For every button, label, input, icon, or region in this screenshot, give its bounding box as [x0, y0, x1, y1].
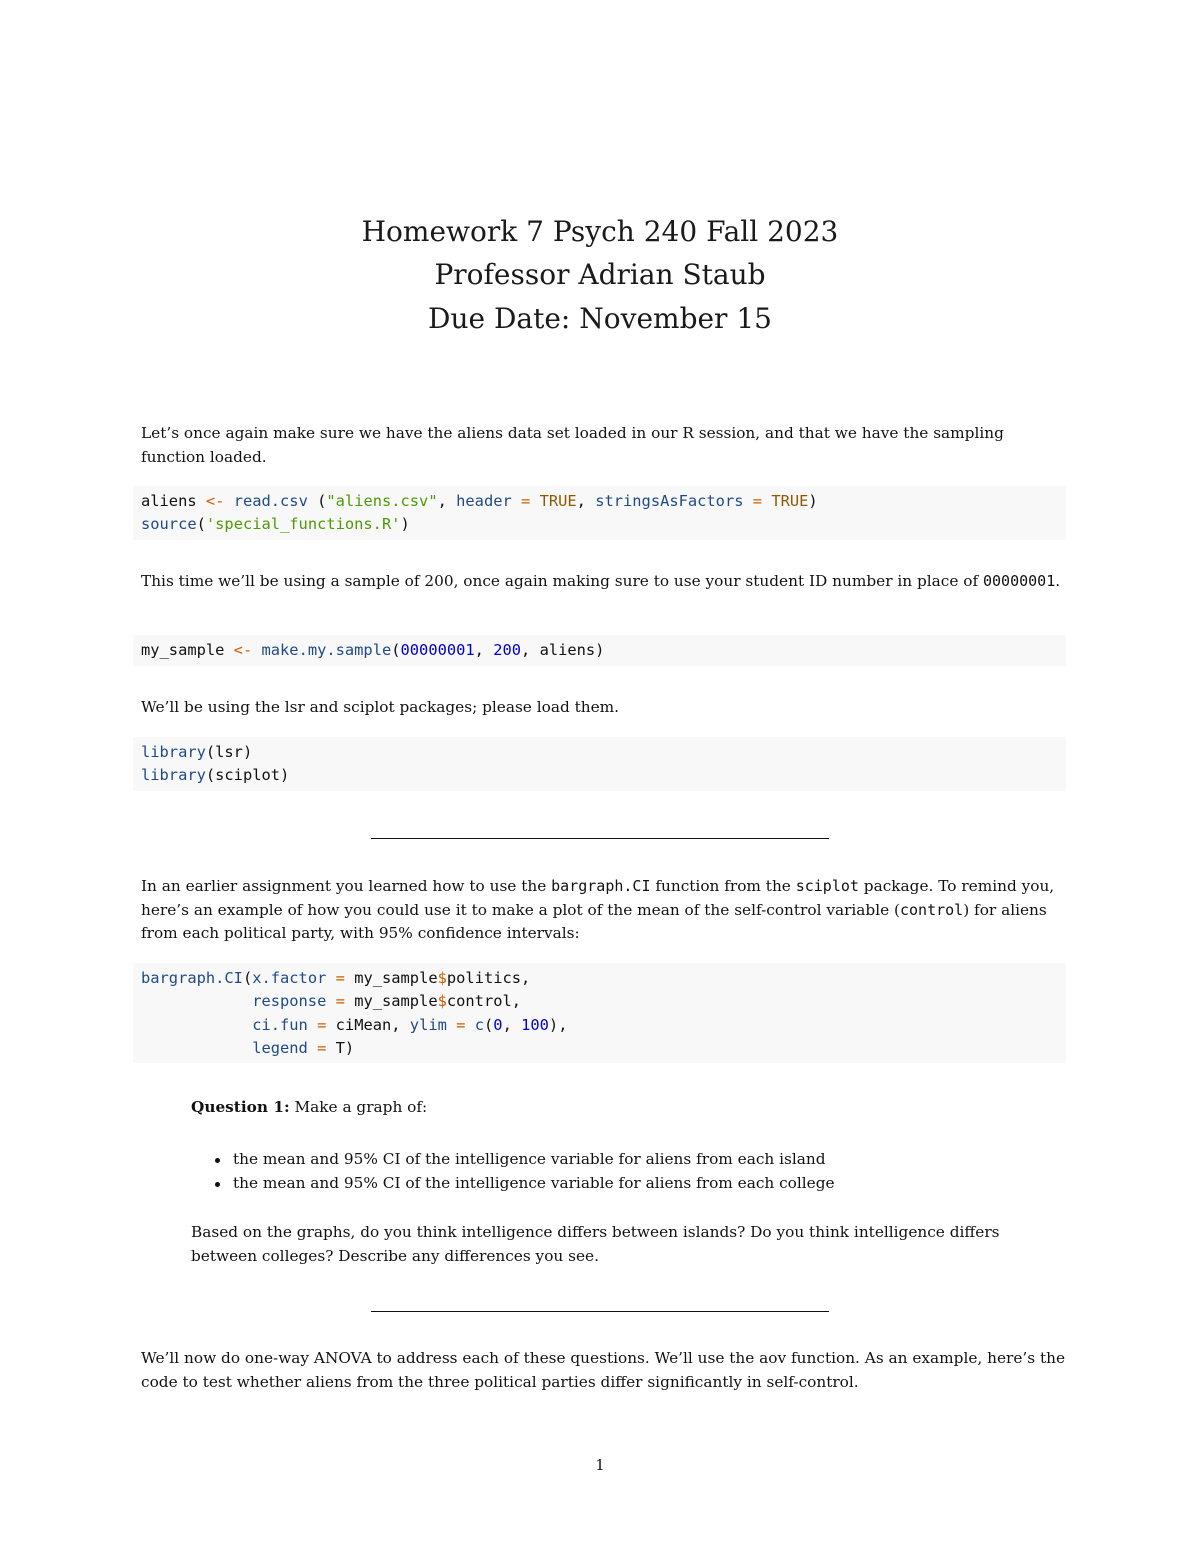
code-token: ( [391, 641, 401, 659]
code-token: ), [548, 1015, 568, 1034]
code-token: 0 [493, 1015, 503, 1034]
paragraph-text: ) for aliens from each political party, with 95% confidence intervals: [141, 900, 1047, 942]
code-token: ylim [409, 1015, 447, 1034]
code-token: = [335, 992, 345, 1011]
question-1 [191, 1096, 1066, 1120]
code-token: c [474, 1015, 484, 1034]
paragraph-text: package. To remind you, here’s an example of how you could use it to make a plot of the mean of the self-control variable ( [141, 877, 1055, 919]
code-line [141, 1016, 567, 1034]
code-token: = [317, 1015, 327, 1034]
code-token [512, 492, 521, 510]
code-token: make.my.sample [261, 641, 392, 659]
code-token: , [502, 1015, 522, 1034]
code-token: ciMean, [335, 1015, 410, 1034]
code-token: ( [242, 969, 253, 987]
code-token: politics, [446, 969, 531, 987]
paragraph-text: In an earlier assignment you learned how to use the [141, 877, 552, 895]
question-label: Question 1: [191, 1098, 290, 1116]
page-number: 1 [595, 1456, 605, 1474]
code-token: my_sample [354, 969, 438, 987]
code-line [141, 743, 252, 761]
code-token [743, 492, 752, 510]
list-item: the mean and 95% CI of the intelligence variable for aliens from each island [212, 1148, 1062, 1172]
code-token [326, 1039, 335, 1057]
code-token: ci.fun [252, 1015, 308, 1034]
code-token: my_sample [354, 992, 438, 1011]
code-token: my_sample [141, 641, 234, 659]
code-token: ) [400, 515, 410, 534]
code-token: ( [196, 515, 206, 534]
code-token [447, 1016, 456, 1034]
code-token: library [141, 766, 206, 785]
title-line-3: Due Date: November 15 [428, 302, 772, 335]
title-line-2: Professor Adrian Staub [434, 258, 766, 291]
code-token: aliens) [539, 641, 605, 659]
code-token: stringsAsFactors [595, 492, 744, 510]
code-token [141, 1016, 252, 1034]
question-1-followup: Based on the graphs, do you think intelligence differs between islands? Do you think intelligence differs between colleges? Describe any differences you see. [191, 1223, 1000, 1265]
code-token: = [456, 1015, 466, 1034]
question-text: Make a graph of: [289, 1098, 428, 1116]
code-token [465, 1016, 474, 1034]
inline-code: bargraph.CI [551, 877, 651, 895]
code-line [141, 515, 410, 533]
code-token: , [576, 492, 596, 510]
code-token: 200 [493, 641, 522, 659]
code-token [326, 1016, 335, 1034]
code-line [141, 766, 289, 784]
code-block-load-data [133, 486, 1066, 540]
code-line [141, 969, 530, 987]
anova-paragraph: We’ll now do one-way ANOVA to address each of these questions. We’ll use the aov function. As an example, here’s the code to test whether aliens from the three political parties differ significantly in self-control. [141, 1349, 1066, 1391]
code-token: ( [307, 492, 327, 510]
code-token: TRUE [539, 492, 577, 510]
paragraph-text: function from the [650, 877, 796, 895]
code-line [141, 641, 604, 659]
code-token: bargraph.CI [141, 969, 243, 987]
list-item: the mean and 95% CI of the intelligence variable for aliens from each college [212, 1172, 1062, 1196]
code-token: , [521, 641, 540, 659]
code-token [224, 492, 233, 510]
code-token: , [474, 641, 494, 659]
code-token: legend [252, 1038, 308, 1057]
code-line [141, 1039, 354, 1057]
code-token: <- [205, 492, 225, 510]
code-token: T) [335, 1038, 355, 1057]
code-token: source [141, 515, 197, 534]
code-block-libraries [133, 737, 1066, 791]
code-token [326, 969, 335, 987]
code-token: <- [233, 641, 253, 659]
bargraph-paragraph [141, 875, 1066, 946]
code-token: TRUE [771, 492, 809, 510]
code-token: 00000001 [400, 641, 475, 659]
code-token: header [456, 492, 512, 510]
paragraph-text: . [1055, 572, 1061, 590]
intro-paragraph: Let’s once again make sure we have the aliens data set loaded in our R session, and that we have the sampling function loaded. [141, 424, 1004, 466]
code-token: "aliens.csv" [326, 492, 438, 510]
code-token [308, 1016, 317, 1034]
horizontal-rule [371, 1311, 829, 1312]
sample-paragraph [141, 570, 1066, 594]
code-token: (sciplot) [205, 766, 290, 785]
question-1-bullets [212, 1148, 1062, 1195]
code-token: read.csv [233, 492, 308, 510]
inline-code: 00000001 [983, 572, 1056, 590]
packages-paragraph: We’ll be using the lsr and sciplot packages; please load them. [141, 698, 620, 716]
horizontal-rule [371, 838, 829, 839]
code-token: 100 [521, 1015, 549, 1034]
code-block-bargraph [133, 963, 1066, 1063]
code-token: ) [808, 492, 818, 510]
code-token [326, 992, 335, 1010]
code-token: (lsr) [205, 743, 253, 761]
code-token [345, 969, 354, 987]
code-line [141, 492, 818, 510]
inline-code: sciplot [795, 877, 859, 895]
code-token: aliens [141, 492, 206, 510]
code-token: , [437, 492, 457, 510]
inline-code: control [899, 900, 964, 919]
code-token: control, [446, 992, 522, 1011]
paragraph-text: This time we’ll be using a sample of 200, once again making sure to use your student ID number in place of [141, 572, 983, 590]
code-token [308, 1039, 317, 1057]
code-token: = [752, 492, 763, 510]
code-block-make-sample [133, 635, 1066, 666]
title-line-1: Homework 7 Psych 240 Fall 2023 [361, 215, 839, 248]
code-token [252, 641, 261, 659]
code-line [141, 992, 521, 1010]
code-token: response [252, 992, 327, 1011]
code-token [141, 992, 252, 1010]
code-token [141, 1039, 252, 1057]
code-token: $ [437, 992, 447, 1011]
code-token: = [335, 969, 345, 987]
code-token: = [317, 1038, 327, 1057]
code-token: x.factor [252, 969, 327, 987]
code-token: 'special_functions.R' [205, 515, 401, 534]
code-token: = [521, 492, 531, 510]
code-token: ( [484, 1015, 494, 1034]
code-token [762, 492, 771, 510]
code-token: library [141, 743, 206, 761]
code-token [345, 992, 354, 1010]
code-token: $ [437, 969, 447, 987]
code-token [530, 492, 539, 510]
